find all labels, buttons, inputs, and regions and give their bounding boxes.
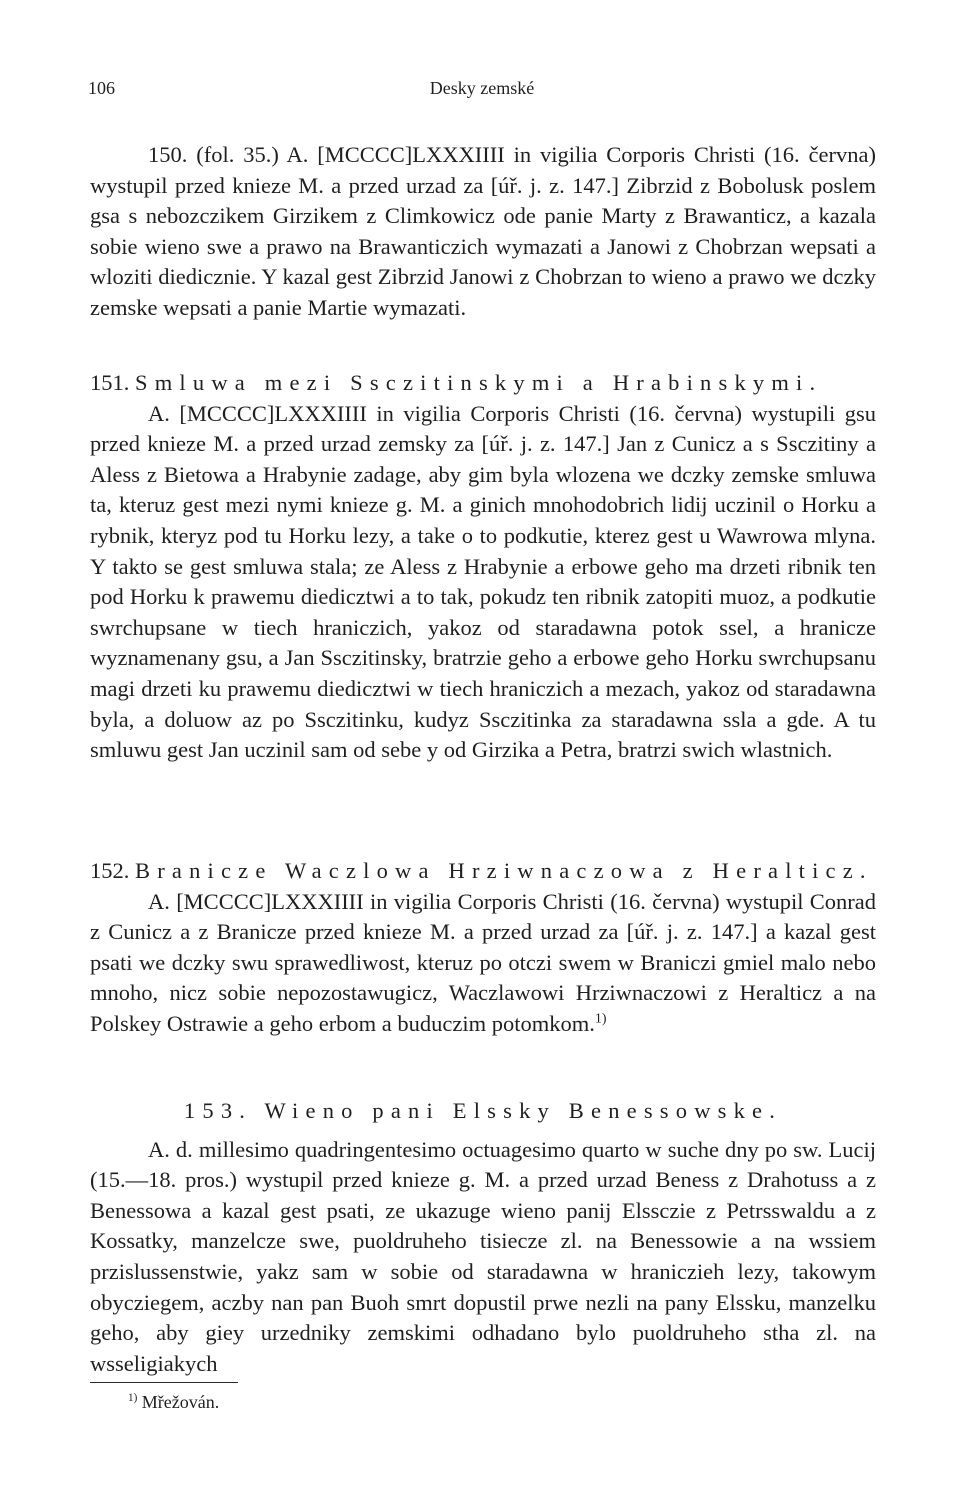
entry-152-text	[90, 887, 876, 1040]
footnote-reference: 1)	[594, 1011, 607, 1027]
entry-152-number: 152.	[90, 858, 130, 883]
footnote-marker: 1)	[128, 1392, 138, 1404]
footnote-divider	[90, 1382, 238, 1383]
entry-151-heading-line	[90, 368, 876, 399]
entry-151-number: 151.	[90, 370, 130, 395]
entry-152	[90, 856, 876, 1040]
entry-151-text: A. [MCCCC]LXXXIIII in vigilia Corporis Christi (16. června) wystupili gsu przed knieze M. a przed urzad zemsky za [úř. j. z. 147.] Jan z Cunicz a s Ssczitiny a Aless z Bietowa a Hrabynie zadage, aby gim byla wlozena we dczky zemske smluwa ta, kteruz gest mezi nymi knieze g. M. a ginich mnohodobrich lidij uczinil o Horku a rybnik, kteryz pod tu Horku lezy, a take o to podkutie, kterez gest u Wawrowa mlyna. Y takto se gest smluwa stala; ze Aless z Hrabynie a erbowe geho ma drzeti ribnik ten pod Horku k prawemu diedicztwi a to tak, pokudz ten ribnik zatopiti muoz, a podkutie swrchupsane w tiech hraniczich, yakoz od staradawna potok ssel, a hranicze wyznamenany gsu, a Jan Ssczitinsky, bratrzie geho a erbowe geho Horku swrchupsanu magi drzeti ku prawemu diedicztwi w tiech hraniczich a mezach, yakoz od staradawna byla, a doluow az po Ssczitinku, kudyz Ssczitinka za staradawna ssla a gde. A tu smluwu gest Jan uczinil sam od sebe y od Girzika a Petra, bratrzi swich wlastnich.	[90, 400, 876, 763]
entry-150	[90, 140, 876, 324]
entry-151-heading: Smluwa mezi Ssczitinskymi a Hrabinskymi.	[135, 370, 823, 395]
entry-153	[90, 1096, 876, 1379]
entry-152-heading-line	[90, 856, 876, 887]
entry-152-body: A. [MCCCC]LXXXIIII in vigilia Corporis Christi (16. června) wystupil Conrad z Cunicz a z Branicze przed knieze M. a przed urzad za [úř. j. z. 147.] a kazal gest psati we dczky swu sprawedliwost, kteruz po otczi swem w Braniczi gmiel malo nebo mnoho, nicz sobie nepozostawugicz, Waczlawowi Hrziwnaczowi z Heralticz a na Polskey Ostrawie a geho erbom a buduczim potomkom.	[90, 888, 876, 1036]
entry-152-heading: Branicze Waczlowa Hrziwnaczowa z Heralticz.	[135, 858, 873, 883]
running-title: Desky zemské	[429, 78, 535, 98]
footnote-text: Mřežován.	[141, 1392, 220, 1412]
entry-151	[90, 368, 876, 766]
page-header	[88, 78, 876, 104]
entry-153-text: A. d. millesimo quadringentesimo octuagesimo quarto w suche dny po sw. Lucij (15.—18. pros.) wystupil przed knieze g. M. a przed urzad Beness z Drahotuss a z Benessowa a kazal gest psati, ze ukazuge wieno panij Elssczie z Petrsswaldu a z Kossatky, manzelcze swe, puoldruheho tisiecze zl. na Benessowie a na wssiem przislussenstwie, yakz sam w sobie od staradawna w hraniczieh lezy, takowym obycziegem, aczby nan pan Buoh smrt dopustil prwe nezli na pany Elssku, manzelku geho, aby giey urzedniky zemskimi odhadano bylo puoldruheho stha zl. na wsseligiakych	[90, 1136, 876, 1376]
entry-153-heading: 153. Wieno pani Elssky Benessowske.	[183, 1098, 783, 1123]
page-number: 106	[88, 78, 115, 98]
entry-150-text: 150. (fol. 35.) A. [MCCCC]LXXXIIII in vigilia Corporis Christi (16. června) wystupil przed knieze M. a przed urzad za [úř. j. z. 147.] Zibrzid z Bobolusk poslem gsa s nebozczikem Girzikem z Climkowicz ode panie Marty z Brawanticz, a kazala sobie wieno swe a prawo na Brawanticzich wymazati a Janowi z Chobrzan wepsati a wloziti diedicznie. Y kazal gest Zibrzid Janowi z Chobrzan to wieno a prawo we dczky zemske wepsati a panie Martie wymazati.	[90, 142, 876, 320]
footnote	[128, 1390, 219, 1414]
